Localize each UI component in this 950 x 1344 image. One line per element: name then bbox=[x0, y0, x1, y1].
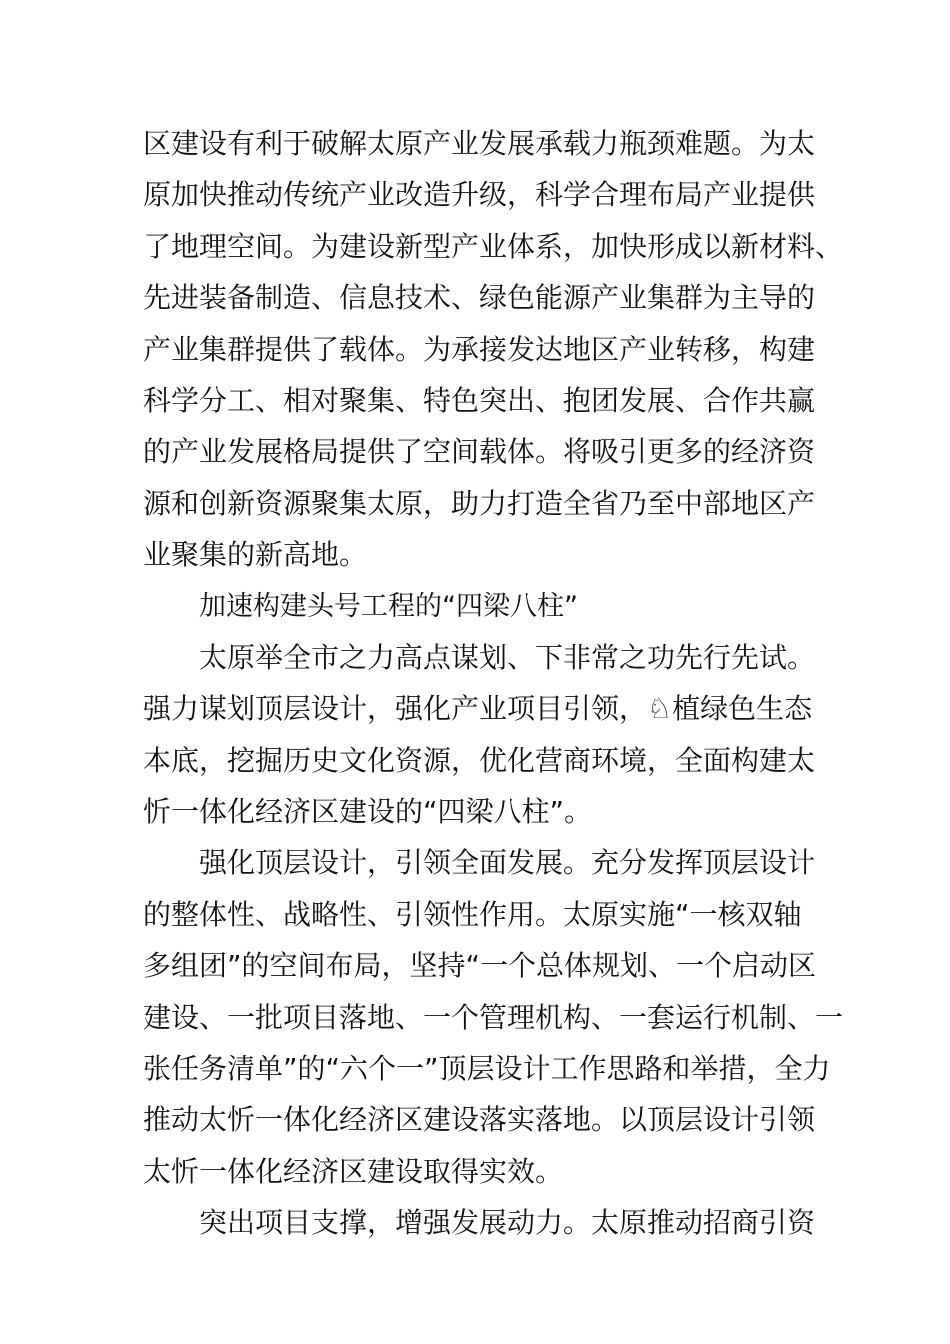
text-line: 的整体性、战略性、引领性作用。太原实施“一核双轴 bbox=[143, 897, 802, 931]
text-line: 张任务清单”的“六个一”顶层设计工作思路和举措，全力 bbox=[143, 1052, 831, 1086]
document-body bbox=[143, 118, 844, 1249]
text-line: 的产业发展格局提供了空间载体。将吸引更多的经济资 bbox=[143, 435, 816, 469]
text-line: 产业集群提供了载体。为承接发达地区产业转移，构建 bbox=[143, 332, 816, 366]
text-line: 强力谋划顶层设计，强化产业项目引领，♘植绿色生态 bbox=[143, 692, 813, 726]
text-line: 本底，挖掘历史文化资源，优化营商环境，全面构建太 bbox=[143, 743, 816, 777]
text-line: 推动太忻一体化经济区建设落实落地。以顶层设计引领 bbox=[143, 1103, 816, 1137]
text-line: 了地理空间。为建设新型产业体系，加快形成以新材料、 bbox=[143, 229, 844, 263]
paragraph-first-line: 太原举全市之力高点谋划、下非常之功先行先试。 bbox=[199, 640, 816, 674]
text-line: 科学分工、相对聚集、特色突出、抱团发展、合作共赢 bbox=[143, 383, 816, 417]
text-line: 先进装备制造、信息技术、绿色能源产业集群为主导的 bbox=[143, 281, 816, 315]
section-heading: 加速构建头号工程的“四梁八柱” bbox=[199, 590, 578, 622]
text-line: 建设、一批项目落地、一个管理机构、一套运行机制、一 bbox=[143, 1000, 844, 1034]
text-line: 多组团”的空间布局，坚持“一个总体规划、一个启动区 bbox=[143, 949, 817, 983]
text-line: 太忻一体化经济区建设取得实效。 bbox=[143, 1154, 564, 1188]
text-line: 忻一体化经济区建设的“四梁八柱”。 bbox=[143, 795, 593, 829]
text-line: 业聚集的新高地。 bbox=[143, 538, 368, 572]
text-line: 源和创新资源聚集太原，助力打造全省乃至中部地区产 bbox=[143, 486, 816, 520]
text-line: 原加快推动传统产业改造升级，科学合理布局产业提供 bbox=[143, 178, 816, 212]
text-line: 区建设有利于破解太原产业发展承载力瓶颈难题。为太 bbox=[143, 127, 816, 160]
paragraph-first-line: 强化顶层设计，引领全面发展。充分发挥顶层设计 bbox=[199, 846, 816, 880]
paragraph-first-line: 突出项目支撑，增强发展动力。太原推动招商引资 bbox=[199, 1206, 816, 1240]
